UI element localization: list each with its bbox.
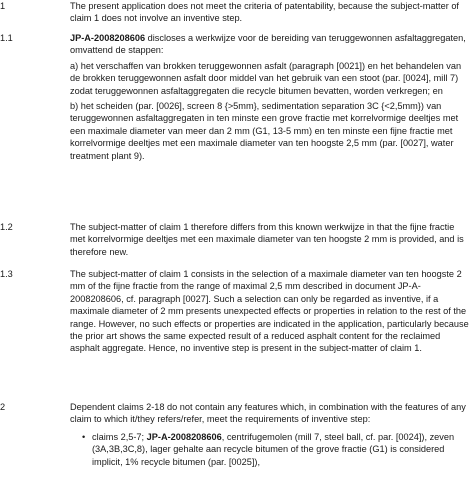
list-item [80,431,462,468]
section-number: 1.3 [0,269,13,279]
bullet-icon: • [82,431,86,442]
section-text: The subject-matter of claim 1 therefore differs from this known werkwijze in that the fijne fractie met korrelvormige deeltjes met een maximale diameter van ten hoogste 2 mm is provided, and is therefore new. [70,222,464,257]
item-text-rest: , centrifugemolen (mill 7, steel ball, cf. par. [0024]), zeven (3A,3B,3C,8), lager gehalte aan recycle bitumen of the grove fractie (G1) is considered implicit, 1% recycle bitumen (par. [0025]), [92,431,455,467]
section-lead [70,32,470,57]
section-body [70,401,470,468]
lead-text: discloses a werkwijze voor de bereiding van teruggewonnen asfaltaggregaten, omvattend de stappen: [70,33,466,56]
step-a: a) het verschaffen van brokken teruggewonnen asfalt (paragraph [0021]) en het behandelen van de brokken teruggewonnen asfalt door middel van het gebruik van een stoot (par. [0024], mill 7) zodat teruggewonnen asfaltaggregaten die recycle bitumen bevatten, worden verkregen; en [70,60,462,96]
section-body [70,32,470,162]
section-number: 1 [0,1,6,11]
document-reference: JP-A-2008208606 [70,33,146,43]
item-text: claims 2,5-7; [92,431,147,442]
section-text: The subject-matter of claim 1 consists in the selection of a maximale diameter van ten hoogste 2 mm of the fijne fractie from the range of maximal 2,5 mm described in document JP-A-2008208606, cf. paragraph [0027]. Such a selection can only be regarded as inventive, if a maximale diameter of 2 mm presents unexpected effects or properties in relation to the rest of the range. However, no such effects or properties are indicated in the application, particularly because the prior art shows the same expected result of a reduced asphalt content for the reclaimed asphalt aggregate. Hence, no inventive step is present in the subject-matter of claim 1. [70,269,469,354]
section-number: 1.1 [0,33,13,43]
document-reference: JP-A-2008208606 [146,431,222,442]
section-number: 1.2 [0,222,13,232]
section-text: The present application does not meet the criteria of patentability, because the subject-matter of claim 1 does not involve an inventive step. [70,1,459,24]
section-text: Dependent claims 2-18 do not contain any features which, in combination with the features of any claim to which it/they refers/refer, meet the requirements of inventive step: [70,402,466,425]
step-b: b) het scheiden (par. [0026], screen 8 {>5mm}, sedimentation separation 3C {<2,5mm}) van teruggewonnen asfaltaggregaten in ten minste een grove fractie met korrelvormige deeltjes met een maximale diameter van meer dan 2 mm (G1, 13-5 mm) en ten minste een fijne fractie met korrelvormige deeltjes met een maximale diameter van ten hoogste 2,5 mm (par. [0027], water treatment plant 9). [70,101,459,161]
section-number: 2 [0,402,6,412]
